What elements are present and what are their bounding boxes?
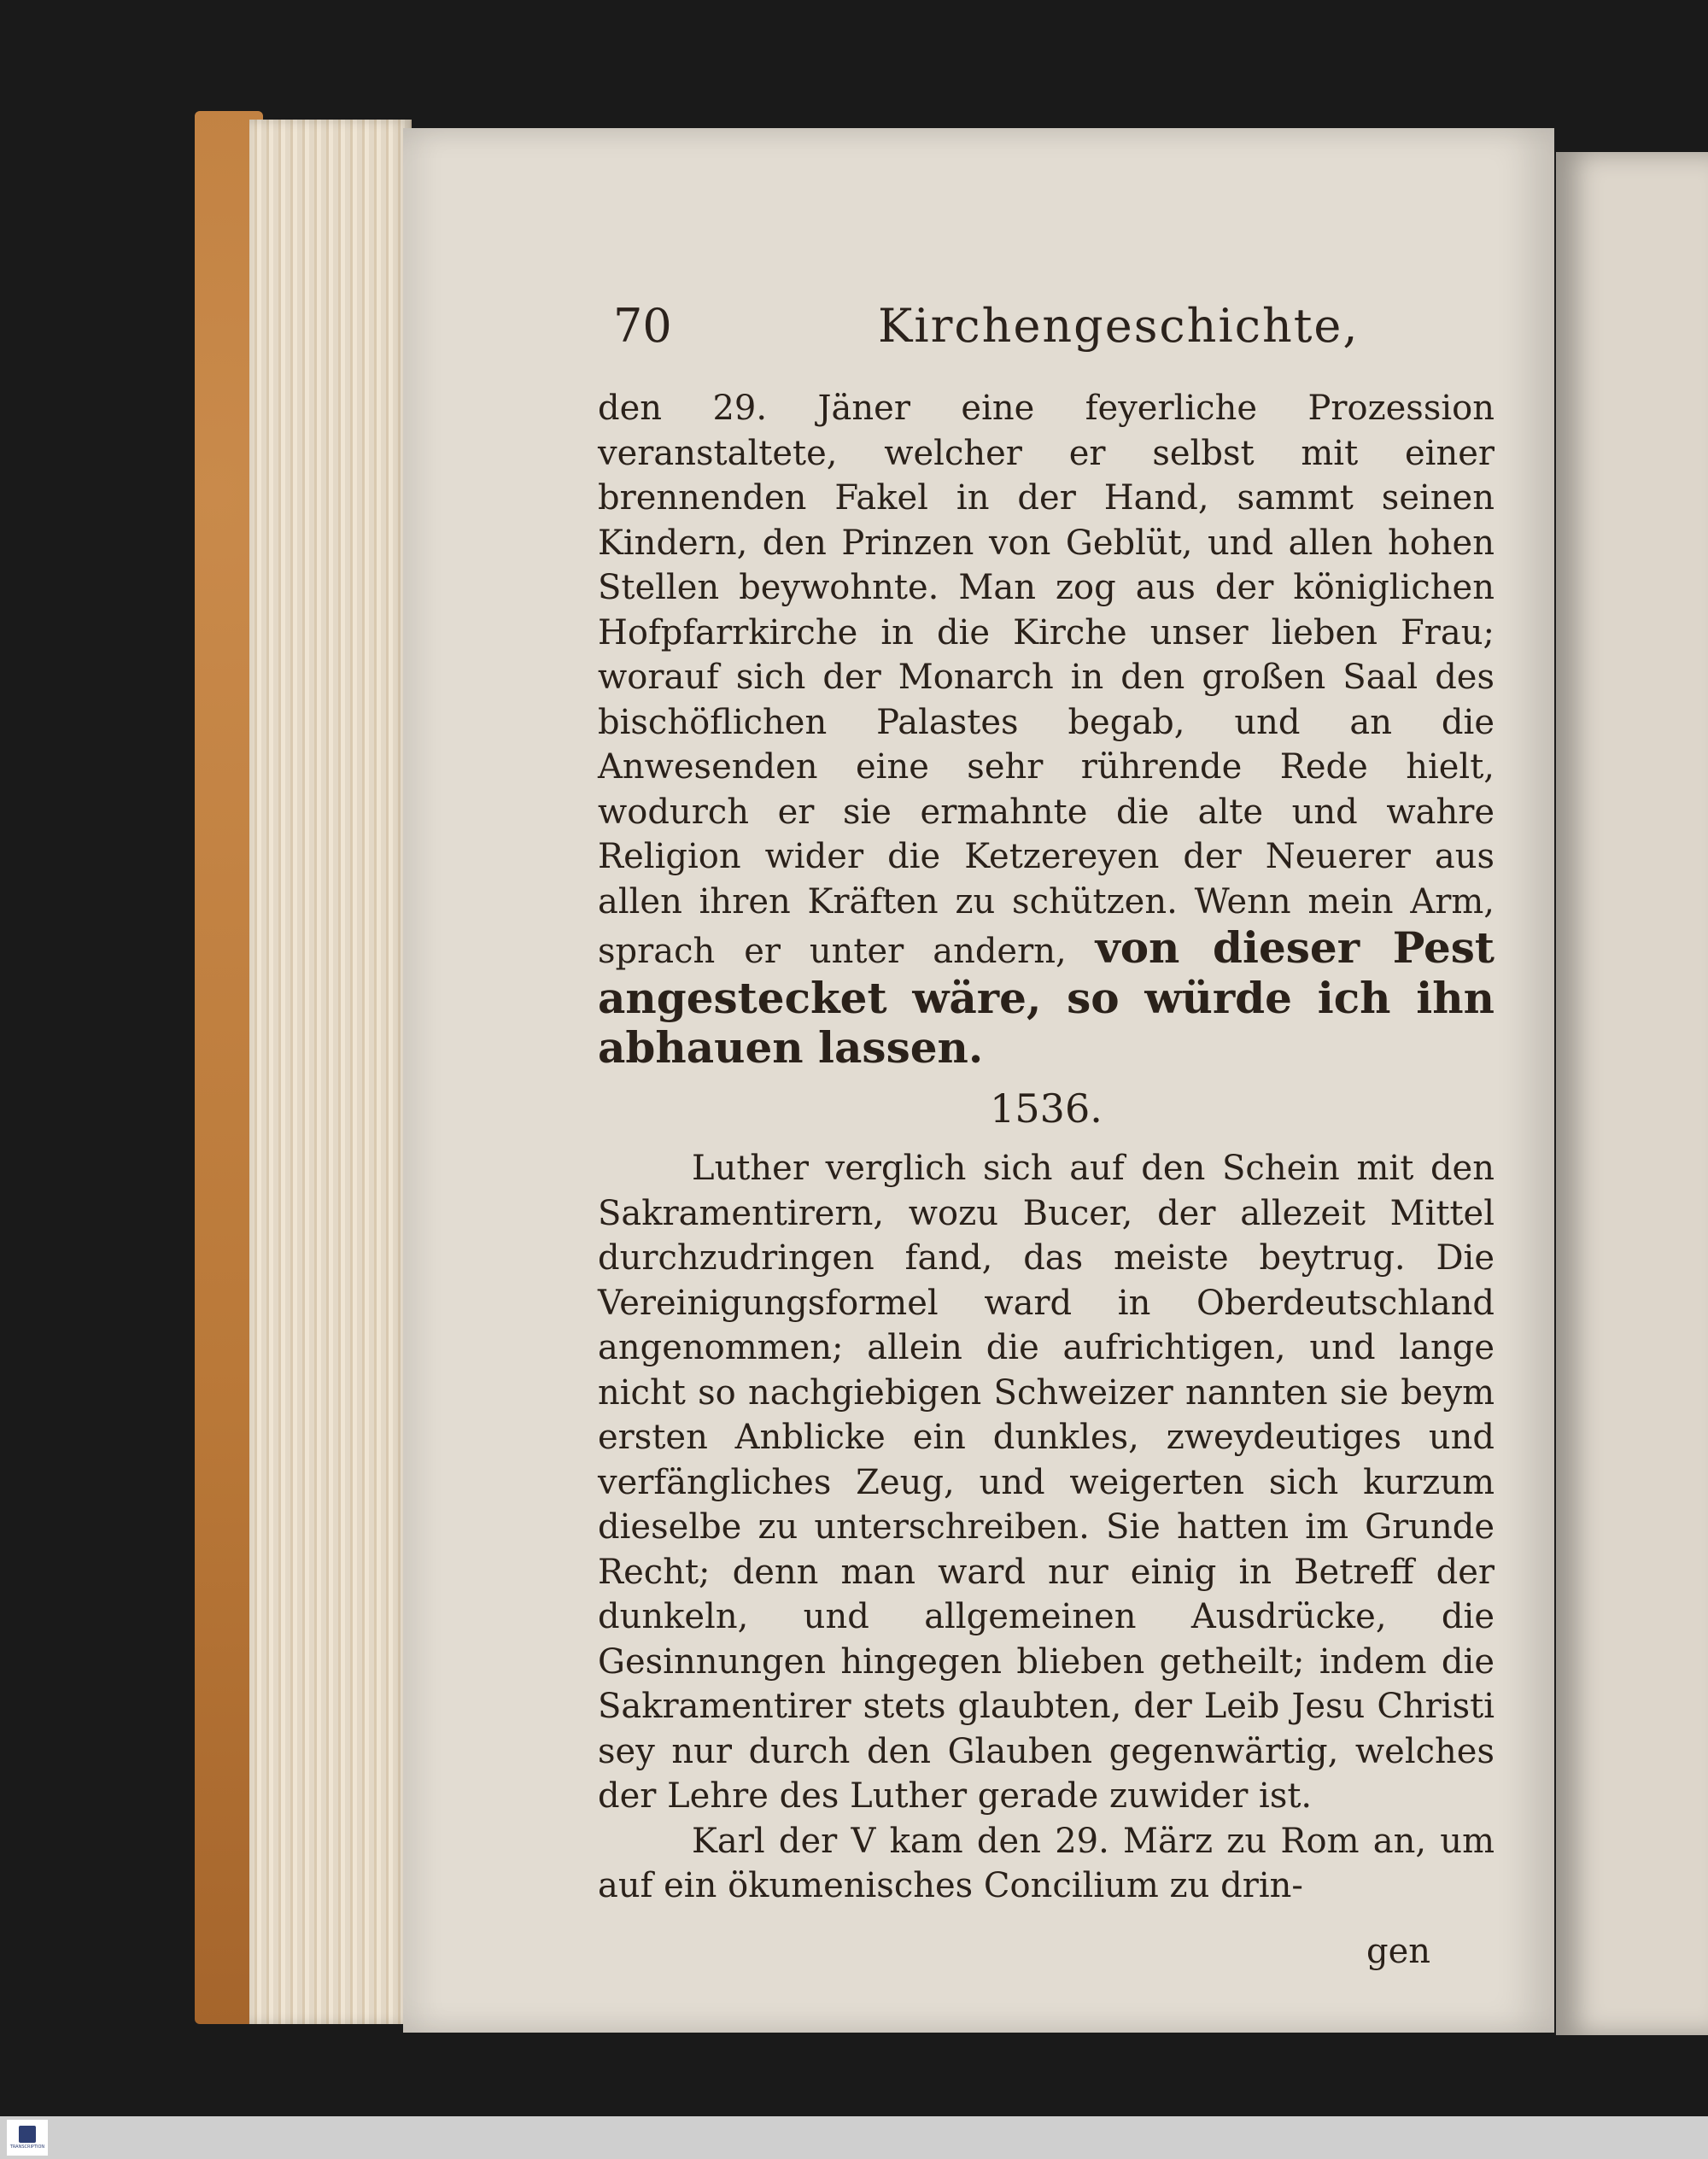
- paragraph-3: Karl der V kam den 29. März zu Rom an, um auf ein ökumenisches Concilium zu drin-: [598, 1821, 1494, 1905]
- facing-page-edge: [1556, 152, 1708, 2035]
- running-head: Kirchengeschichte,: [878, 299, 1360, 353]
- library-logo-text: TRANSCRIPTION: [9, 2144, 45, 2150]
- paragraph-1-text: den 29. Jäner eine feyerliche Prozession veranstaltete, welcher er selbst mit einer brennenden Fakel in der Hand, sammt seinen Kindern, den Prinzen von Geblüt, und allen hohen Stellen beywohnte. Man zog aus der königlichen Hofpfarrkirche in die Kirche unser lieben Frau; worauf sich der Monarch in den großen Saal des bischöflichen Palastes begab, und an die Anwesenden eine sehr rührende Rede hielt, wodurch er sie ermahnte die alte und wahre Religion wider die Ketzereyen der Neuerer aus allen ihren Kräften zu schützen.: [598, 389, 1494, 922]
- page-block-edges: [249, 120, 412, 2024]
- paragraph-1: [598, 386, 1494, 1074]
- body-text: [598, 386, 1494, 1909]
- library-emblem-icon: [19, 2126, 36, 2143]
- page-header: [613, 299, 1360, 359]
- catchword: gen: [1366, 1932, 1431, 1971]
- viewer-footer: [0, 2116, 1708, 2159]
- paragraph-2: Luther verglich sich auf den Schein mit den Sakramentirern, wozu Bucer, der allezeit Mittel durchzudringen fand, das meiste beytrug. Die Vereinigungsformel ward in Oberdeutschland angenommen; allein die aufrichtigen, und lange nicht so nachgiebigen Schweizer nannten sie beym ersten Anblicke ein dunkles, zweydeutiges und verfängliches Zeug, und weigerten sich kurzum dieselbe zu unterschreiben. Sie hatten im Grunde Recht; denn man ward nur einig in Betreff der dunkeln, und allgemeinen Ausdrücke, die Gesinnungen hingegen blieben getheilt; indem die Sakramentirer stets glaubten, der Leib Jesu Christi sey nur durch den Glauben gegenwärtig, welches der Lehre des Luther gerade zuwider ist.: [598, 1149, 1494, 1816]
- quote-intro: Wenn mein Arm, sprach er unter andern,: [598, 881, 1494, 971]
- library-logo: [7, 2120, 48, 2156]
- year-heading: 1536.: [990, 1085, 1103, 1132]
- quote-emphasis: von dieser Pest angestecket wäre, so würde ich ihn abhauen lassen.: [598, 922, 1495, 1073]
- page-number: 70: [613, 299, 672, 353]
